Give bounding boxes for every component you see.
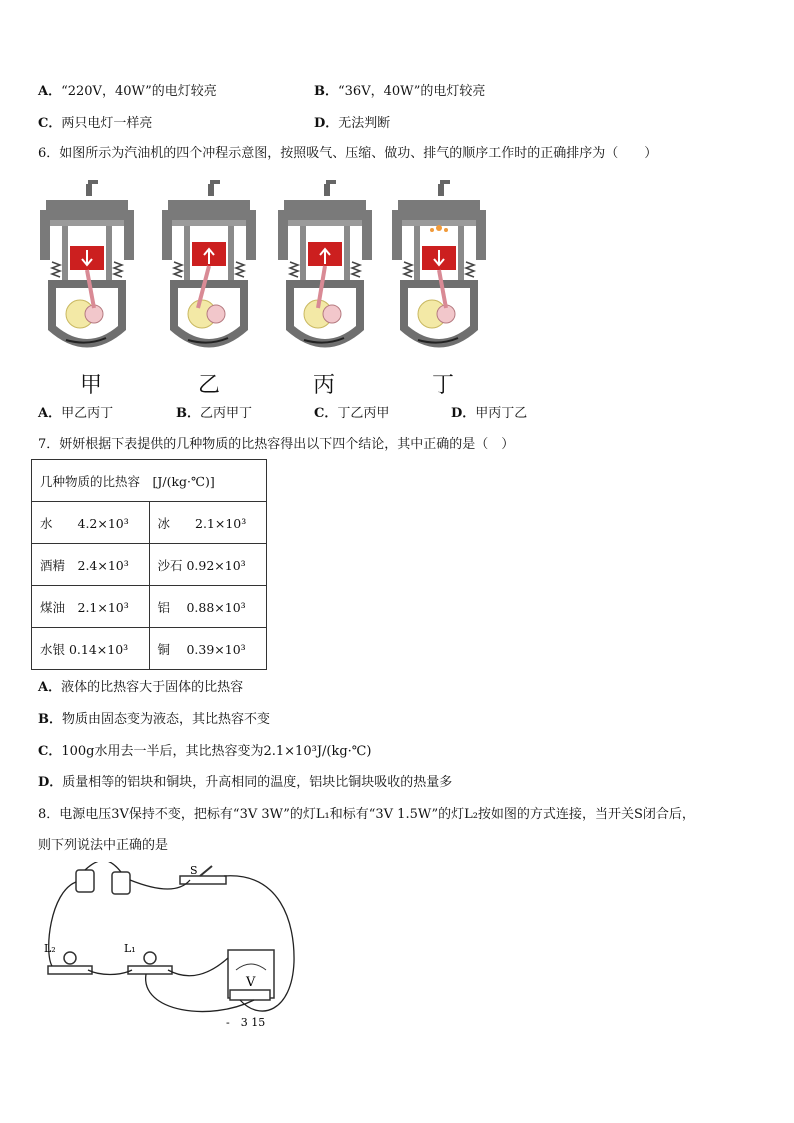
table-cell: 冰 2.1×10³ (149, 502, 267, 544)
table-cell: 沙石 0.92×10³ (149, 544, 267, 586)
table-cell: 煤油 2.1×10³ (32, 586, 150, 628)
option-text: 乙丙甲丁 (200, 406, 253, 421)
q6-option-d[interactable] (451, 405, 527, 423)
q8-stem-line2: 则下列说法中正确的是 (38, 838, 169, 853)
q5-option-d[interactable] (314, 115, 390, 133)
option-label: D． (451, 406, 476, 421)
option-text: 甲丙丁乙 (475, 406, 528, 421)
option-label: C． (38, 744, 62, 759)
engine-diagrams (36, 180, 516, 365)
q5-option-c[interactable] (38, 115, 152, 133)
table-cell: 水 4.2×10³ (32, 502, 150, 544)
q7-option-d[interactable] (38, 774, 452, 792)
option-label: A． (38, 84, 62, 99)
q6-stem: 6．如图所示为汽油机的四个冲程示意图，按照吸气、压缩、做功、排气的顺序工作时的正确排序为（ ） (38, 146, 658, 161)
option-label: C． (314, 406, 338, 421)
circuit-diagram (40, 862, 310, 1034)
engine-label-bing: 丙 (313, 373, 336, 398)
engine-label-ding: 丁 (432, 373, 455, 398)
q7-option-b[interactable] (38, 711, 270, 729)
engine-label-yi: 乙 (198, 373, 221, 398)
table-row (32, 544, 267, 586)
option-text: “36V，40W”的电灯较亮 (338, 84, 486, 99)
table-row (32, 628, 267, 670)
voltmeter-symbol: V (246, 975, 256, 990)
option-text: “220V，40W”的电灯较亮 (61, 84, 217, 99)
table-header: 几种物质的比热容 [J/(kg·℃)] (32, 460, 267, 502)
option-text: 甲乙丙丁 (61, 406, 114, 421)
lamp2-label: L₂ (44, 942, 56, 955)
table-cell: 铜 0.39×10³ (149, 628, 267, 670)
table-cell: 铝 0.88×10³ (149, 586, 267, 628)
option-text: 无法判断 (338, 116, 391, 131)
specific-heat-table (31, 459, 267, 670)
option-text: 100g水用去一半后，其比热容变为2.1×10³J/(kg·℃) (61, 744, 372, 759)
option-text: 物质由固态变为液态，其比热容不变 (62, 712, 271, 727)
voltmeter-terminals: - 3 15 (226, 1016, 266, 1029)
option-label: B． (176, 406, 200, 421)
option-label: B． (314, 84, 338, 99)
option-label: D． (38, 775, 63, 790)
option-text: 液体的比热容大于固体的比热容 (61, 680, 244, 695)
option-text: 两只电灯一样亮 (61, 116, 153, 131)
table-cell: 水银 0.14×10³ (32, 628, 150, 670)
q5-option-a[interactable] (38, 83, 217, 101)
table-row (32, 460, 267, 502)
option-text: 丁乙丙甲 (337, 406, 390, 421)
switch-label: S (190, 864, 198, 877)
q5-option-b[interactable] (314, 83, 485, 101)
q6-option-a[interactable] (38, 405, 113, 423)
q6-option-b[interactable] (176, 405, 252, 423)
option-label: A． (38, 680, 62, 695)
engine-label-jia: 甲 (80, 373, 103, 398)
q8-stem-line1: 8．电源电压3V保持不变，把标有“3V 3W”的灯L₁和标有“3V 1.5W”的灯L₂按如图的方式连接，当开关S闭合后， (38, 807, 695, 822)
q7-stem: 7．妍妍根据下表提供的几种物质的比热容得出以下四个结论，其中正确的是（ ） (38, 437, 515, 452)
table-row (32, 502, 267, 544)
table-cell: 酒精 2.4×10³ (32, 544, 150, 586)
q7-option-c[interactable] (38, 743, 371, 761)
table-row (32, 586, 267, 628)
q7-option-a[interactable] (38, 679, 243, 697)
lamp1-label: L₁ (124, 942, 136, 955)
option-label: C． (38, 116, 62, 131)
option-label: A． (38, 406, 62, 421)
option-label: D． (314, 116, 339, 131)
option-text: 质量相等的铝块和铜块，升高相同的温度，铝块比铜块吸收的热量多 (62, 775, 453, 790)
q6-option-c[interactable] (314, 405, 389, 423)
option-label: B． (38, 712, 62, 727)
